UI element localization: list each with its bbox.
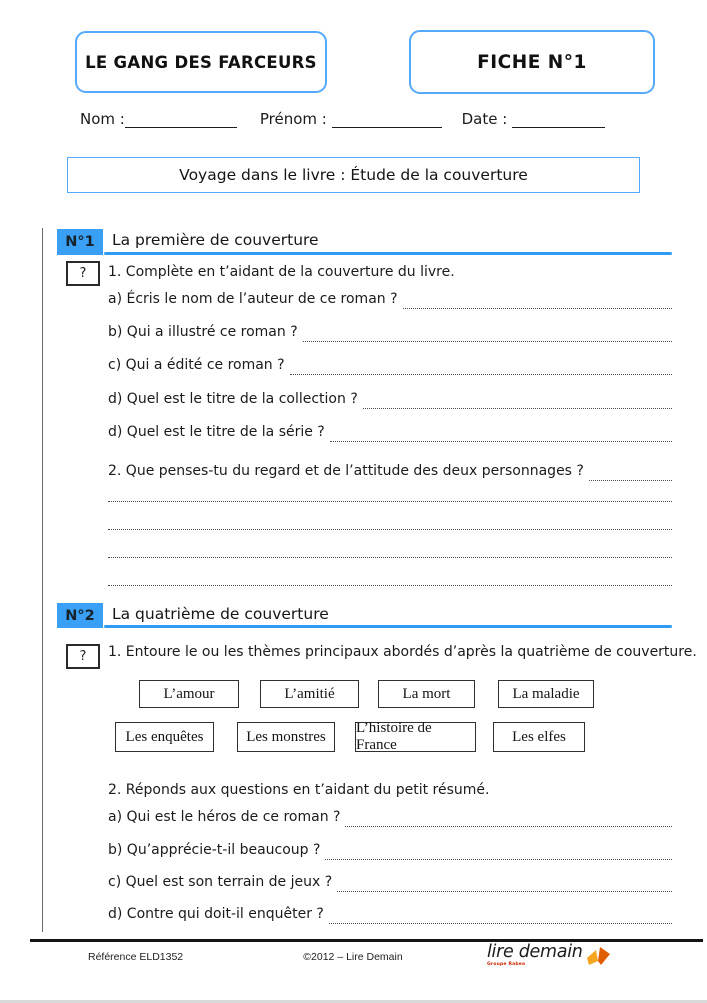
date-label: Date :	[461, 110, 508, 128]
margin-rule	[42, 228, 43, 932]
theme-box-amitie: L’amitié	[260, 680, 359, 708]
worksheet-title-box	[67, 157, 640, 193]
footer-copyright: ©2012 – Lire Demain	[303, 951, 403, 963]
s1-sub-question-c: c) Qui a édité ce roman ?	[108, 355, 672, 375]
answer-dots	[337, 876, 672, 892]
worksheet-title: Voyage dans le livre : Étude de la couverture	[179, 166, 528, 184]
section-2-title: La quatrième de couverture	[112, 605, 329, 623]
answer-dots	[325, 844, 672, 860]
theme-box-elfes: Les elfes	[493, 722, 585, 752]
logo-wordmark: lire demain	[487, 942, 583, 962]
series-title: LE GANG DES FARCEURS	[85, 52, 317, 72]
theme-box-amour: L’amour	[139, 680, 239, 708]
sheet-number-box	[409, 30, 655, 94]
s1-question-2: 2. Que penses-tu du regard et de l’attitude des deux personnages ?	[108, 461, 672, 481]
theme-box-enquetes: Les enquêtes	[115, 722, 214, 752]
sheet-number: FICHE N°1	[477, 51, 587, 73]
help-icon: ?	[66, 261, 100, 286]
section-2-rule	[104, 625, 672, 628]
answer-dots	[290, 359, 672, 375]
section-1-title: La première de couverture	[112, 231, 319, 249]
answer-line	[108, 585, 672, 586]
section-1-rule	[104, 252, 672, 255]
open-book-icon	[585, 945, 612, 971]
s1-question-1: 1. Complète en t’aidant de la couverture du livre.	[108, 264, 455, 280]
answer-dots	[330, 426, 672, 442]
date-write-line	[512, 112, 605, 128]
s2-sub-question-c: c) Quel est son terrain de jeux ?	[108, 872, 672, 892]
footer-reference: Référence ELD1352	[88, 951, 184, 963]
help-icon: ?	[66, 644, 100, 669]
s2-sub-question-d: d) Contre qui doit-il enquêter ?	[108, 904, 672, 924]
answer-dots	[403, 293, 672, 309]
theme-box-monstres: Les monstres	[237, 722, 335, 752]
answer-line	[108, 529, 672, 530]
answer-dots	[363, 393, 672, 409]
theme-box-histoire-france: L’histoire de France	[355, 722, 476, 752]
answer-line	[108, 557, 672, 558]
theme-box-maladie: La maladie	[498, 680, 594, 708]
answer-line	[108, 501, 672, 502]
answer-dots	[329, 908, 672, 924]
lire-demain-logo	[487, 942, 612, 971]
answer-dots	[303, 326, 672, 342]
identity-row	[80, 110, 647, 128]
prenom-write-line	[332, 112, 442, 128]
s2-question-1: 1. Entoure le ou les thèmes principaux abordés d’après la quatrième de couverture.	[108, 644, 697, 660]
section-2-badge: N°2	[57, 603, 103, 628]
s1-sub-question-d2: d) Quel est le titre de la série ?	[108, 422, 672, 442]
nom-write-line	[125, 112, 237, 128]
section-1-badge: N°1	[57, 229, 103, 255]
s2-sub-question-b: b) Qu’apprécie-t-il beaucoup ?	[108, 840, 672, 860]
logo-group-subtext: Groupe Rabea	[487, 962, 526, 967]
theme-box-mort: La mort	[378, 680, 475, 708]
s2-question-2: 2. Réponds aux questions en t’aidant du petit résumé.	[108, 782, 490, 798]
answer-dots	[589, 465, 672, 481]
s1-sub-question-b: b) Qui a illustré ce roman ?	[108, 322, 672, 342]
prenom-label: Prénom :	[259, 110, 327, 128]
s2-sub-question-a: a) Qui est le héros de ce roman ?	[108, 807, 672, 827]
series-title-box	[75, 31, 327, 93]
answer-dots	[345, 811, 672, 827]
nom-label: Nom :	[80, 110, 125, 128]
s1-sub-question-d1: d) Quel est le titre de la collection ?	[108, 389, 672, 409]
s1-sub-question-a: a) Écris le nom de l’auteur de ce roman ?	[108, 289, 672, 309]
